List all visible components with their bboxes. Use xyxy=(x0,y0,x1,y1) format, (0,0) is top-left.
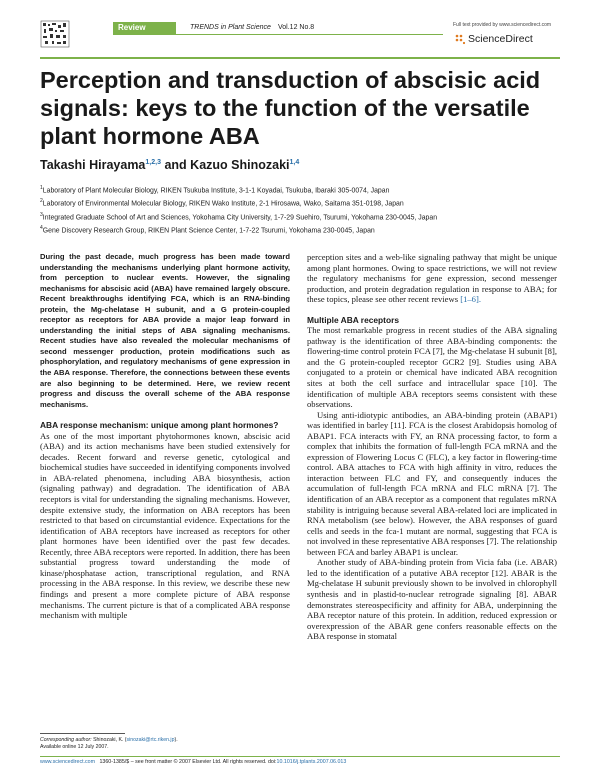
right-column xyxy=(307,252,557,642)
abstract: During the past decade, much progress has been made toward understanding the mechanisms underlying plant hormone activity, from perception to nuclear events. However, the signaling mechanisms for abscisic acid (ABA) have remained largely obscure. Recent breakthroughs identifying FCA, which is an RNA-binding protein, the Mg-chelatase H subunit, and a G protein-coupled receptor as receptors for ABA provide a major leap forward in understanding the initial steps of ABA signaling mechanisms. Recent studies have also revealed the molecular mechanisms of second messenger production, protein modifications such as phosphorylation, and regulatory mechanisms of gene expression in the ABA response. Therefore, the connections between these events are also beginning to be determined. Here, we review recent progress and discuss the overall scheme of the ABA response mechanisms. xyxy=(40,252,290,409)
left-column xyxy=(40,252,290,621)
affiliation: $^1$Laboratory of Plant Molecular Biology, RIKEN Tsukuba Institute, 3-1-1 Koyadai, Tsukuba, Ibaraki 305-0074, Japan xyxy=(40,185,390,195)
affiliation: $^2$Laboratory of Environmental Molecular Biology, RIKEN Wako Institute, 2-1 Hirosawa, Wako, Saitama 351-0198, Japan xyxy=(40,198,404,208)
author-name: Takashi Hirayama xyxy=(40,158,146,172)
page-header xyxy=(0,0,600,60)
doi-link[interactable]: 10.1016/j.tplants.2007.06.013 xyxy=(276,759,347,765)
page-footer xyxy=(40,759,560,765)
section-heading: Multiple ABA receptors xyxy=(307,314,399,325)
footnote xyxy=(40,737,290,751)
full-text-note: Full text provided by www.sciencedirect.com xyxy=(453,22,552,28)
author-line xyxy=(40,158,299,172)
body-paragraph: The most remarkable progress in recent studies of the ABA signaling pathway is the identification of three ABA-binding components: the flowering-time control protein FCA [7], the Mg-chelatase H subunit [8], and the G protein-coupled receptor GCR2 [9]. Studies using ABA conjugated to a protein or chemical have indicated ABA recognition sites at both the cell surface and intracellular space [10]. The identification of multiple ABA receptors seems consistent with these observations. xyxy=(307,325,557,410)
body-paragraph: Another study of ABA-binding protein from Vicia faba (i.e. ABAR) led to the identification of a putative ABA receptor [12]. ABAR is the Mg-chelatase H subunit previously shown to be involved in chlorophyll synthesis and in plastid-to-nuclear retrograde signaling [8]. ABAR demonstrates stereospecificity and affinity for ABA, underpinning the ABA receptor nature of this protein. In addition, reduced expression or overexpression of the ABAR gene confers reasonable effects on the ABA response in stomatal xyxy=(307,557,557,642)
provider-name: ScienceDirect xyxy=(468,33,533,45)
body-paragraph: perception sites and a web-like signaling pathway that might be unique among plant hormones. Owing to space restrictions, we will not review the regulatory mechanisms for gene expression, second messenger production, and protein degradation regulation in response to ABA; for these topics, please see other recent reviews [1–6]. xyxy=(307,252,557,305)
article-title: Perception and transduction of abscisic acid signals: keys to the function of the versatile plant hormone ABA xyxy=(40,67,541,149)
author-conjunction: and xyxy=(164,158,187,172)
body-paragraph: As one of the most important phytohormones known, abscisic acid (ABA) and its action mechanisms have been studied extensively for decades. Recent forward and reverse genetic, cytological and biochemical studies have succeeded in identifying components involved in ABA-related phenomena, including ABA biosynthesis, action (signaling pathway) and degradation. The identification of ABA receptors is vital for understanding the signaling mechanisms. However, despite extensive study, the information on ABA receptors has been restricted to that based on circumstantial evidence. Expectations for the identification of ABA receptors have increased as receptors for other plant hormones have been identified over the past few decades. Recently, three ABA receptors were reported. In addition, there has been substantial progress toward understanding the mode of kinase/phosphatase action, transcriptional regulation, and RNA processing in the ABA response. In this review, we describe these new findings and present a more complete picture of ABA response mechanisms. The current picture is that of a complicated ABA response mechanism with multiple xyxy=(40,430,290,621)
body-paragraph: Using anti-idiotypic antibodies, an ABA-binding protein (ABAP1) was identified in barley [11]. FCA is the closest Arabidopsis homolog of ABAP1. FCA interacts with FY, an RNA processing factor, to form a complex that inhibits the formation of full-length FCA mRNA and the expression of Flowering Locus C (FLC), a key factor in flowering-time control. ABA attaches to FCA with high affinity in vitro, reduces the interaction between FLC and FY, and consequently induces the accumulation of full-length FCA mRNA and FLC mRNA [7]. The identification of an ABA receptor as a component that regulates mRNA stability is intriguing because several ABA-related loci are implicated in RNA metabolism (see below). However, the ABA responses of guard cells and seeds in the fca-1 mutant are normal, suggesting that FCA is not involved in these representative ABA responses [7]. The relationship between FCA and barley ABAP1 is unclear. xyxy=(307,409,557,557)
available-online: Available online 12 July 2007. xyxy=(40,744,109,750)
header-rule xyxy=(113,34,443,35)
footnote-rule xyxy=(40,733,125,734)
corresponding-author: Corresponding author: Shinozaki, K. (sinozaki@rtc.riken.jp). xyxy=(40,737,178,743)
header-divider xyxy=(40,57,560,59)
section-heading: ABA response mechanism: unique among plant hormones? xyxy=(40,420,279,431)
author-name: Kazuo Shinozaki xyxy=(190,158,290,172)
affiliation: $^3$Integrated Graduate School of Art and Sciences, Yokohama City University, 1-7-29 Suehiro, Tsurumi, Yokohama 230-0045, Japan xyxy=(40,211,438,221)
sciencedirect-logo-icon xyxy=(454,33,466,45)
issn-line: 1360-1385/$ – see front matter © 2007 Elsevier Ltd. All rights reserved. doi: xyxy=(99,759,277,765)
site-link[interactable]: www.sciencedirect.com xyxy=(40,759,96,765)
affiliations xyxy=(40,183,570,236)
reference-link[interactable]: [1–6]. xyxy=(460,294,481,305)
author-affil-mark[interactable]: 1,2,3 xyxy=(145,158,161,166)
journal-name: TRENDS in Plant Science xyxy=(190,24,271,31)
affiliation: $^4$Gene Discovery Research Group, RIKEN Plant Science Center, 1-7-22 Tsurumi, Yokohama 230-0045, Japan xyxy=(40,224,375,235)
author-affil-mark[interactable]: 1,4 xyxy=(289,158,300,166)
volume-info: Vol.12 No.8 xyxy=(278,24,315,31)
footer-rule xyxy=(40,756,560,757)
section-tab: Review xyxy=(113,22,176,34)
email-link[interactable]: sinozaki@rtc.riken.jp xyxy=(126,737,175,743)
journal-logo-icon xyxy=(40,20,70,48)
